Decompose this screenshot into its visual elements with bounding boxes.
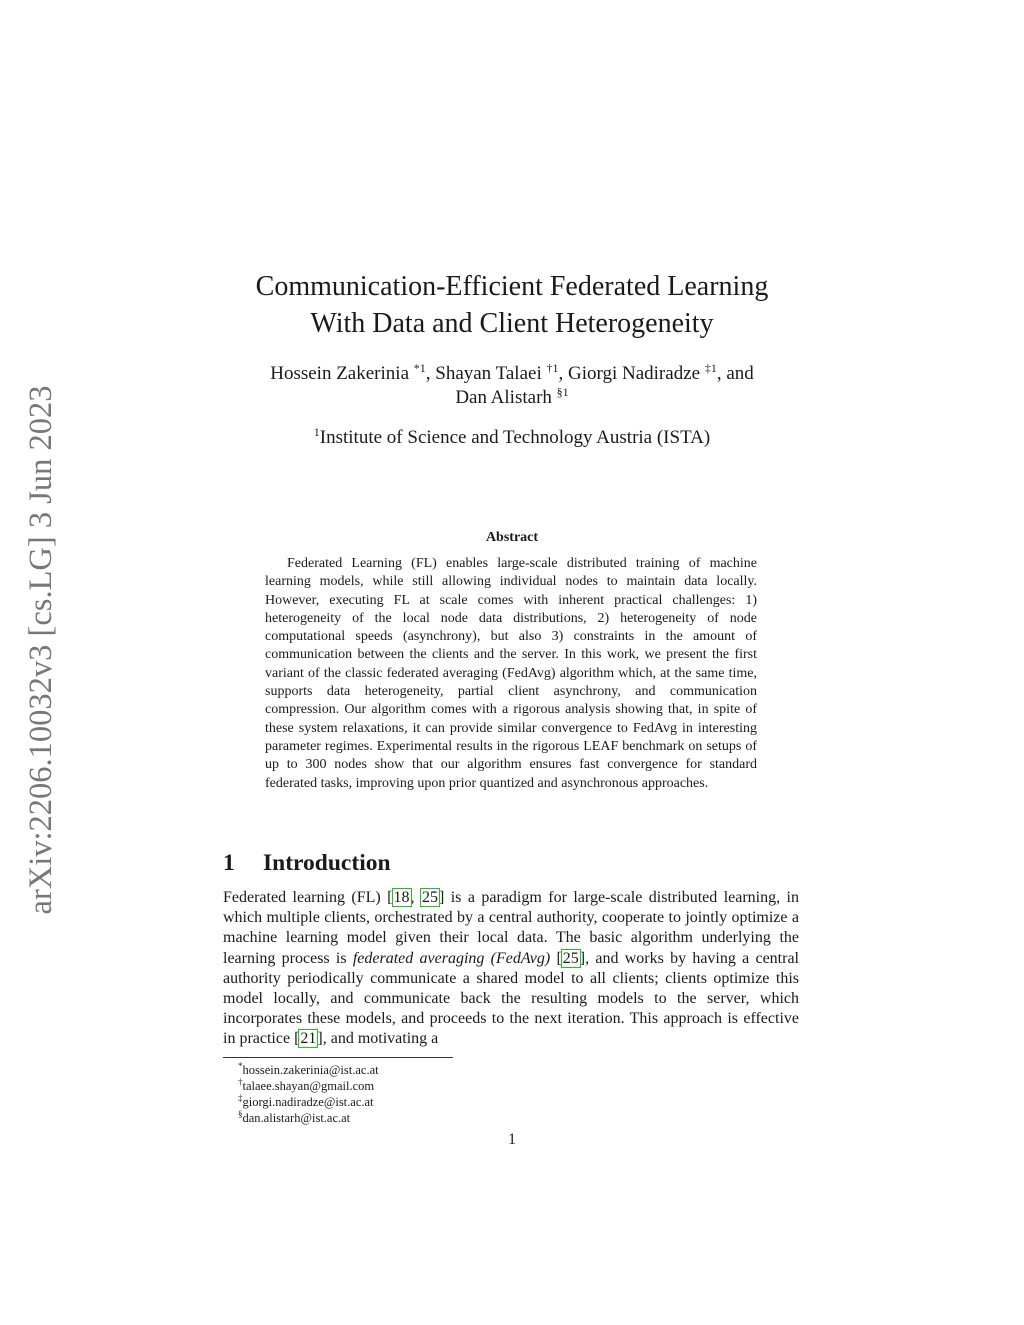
author-name: Giorgi Nadiradze [567,363,701,384]
intro-text: Federated learning (FL) [223,889,388,906]
footnote-email: talaee.shayan@gmail.com [242,1079,375,1093]
citation-group: [18, 25] [387,889,445,906]
footnote-mark: § [238,1109,243,1119]
author-name: Shayan Talaei [435,363,542,384]
footnote-divider [223,1057,453,1058]
abstract-heading: Abstract [485,530,539,545]
footnotes [238,1062,379,1126]
title-line-2: With Data and Client Heterogeneity [310,308,714,339]
footnote [238,1110,379,1126]
citation-link[interactable]: 18 [393,889,410,906]
footnote [238,1062,379,1078]
footnote-email: hossein.zakerinia@ist.ac.at [242,1063,379,1077]
footnote [238,1078,379,1094]
author-separator: , and [716,363,754,384]
author-mark: §1 [556,385,569,399]
intro-text: is a paradigm for large-scale distributed learning, in which multiple clients, orchestrated by a central authority, cooperate to jointly optimize a machine learning model given their local data. The basic algorithm underlying the learning process is [223,889,800,967]
page-number: 1 [508,1131,516,1148]
citation-link[interactable]: 21 [300,1030,317,1048]
affiliation-mark: 1 [313,425,320,439]
paper-title [200,268,824,342]
section-number: 1 [223,850,235,876]
intro-text: , and motivating a [322,1030,439,1048]
intro-paragraph [223,888,799,1050]
footnote-email: giorgi.nadiradze@ist.ac.at [242,1095,374,1109]
citation-link[interactable]: 25 [421,889,438,906]
intro-text: , and works by having a central authority periodically communicate a shared model to all clients; clients optimize this model locally, and communicate back the resulting models to the server, which incorporates these models, and proceeds to the next iteration. This approach is effective in practice [223,949,799,1048]
author-name: Dan Alistarh [455,387,552,408]
author-name: Hossein Zakerinia [270,363,409,384]
section-title: Introduction [263,850,391,876]
abstract-text: Federated Learning (FL) enables large-scale distributed training of machine learning models, while still allowing individual nodes to maintain data locally. However, executing FL at scale comes with inherent practical challenges: 1) heterogeneity of the local node data distributions, 2) heterogeneity of node computational speeds (asynchrony), but also 3) constraints in the amount of communication between the clients and the server. In this work, we present the first variant of the classic federated averaging (FedAvg) algorithm which, at the same time, supports data heterogeneity, partial client asynchrony, and communication compression. Our algorithm comes with a rigorous analysis showing that, in spite of these system relaxations, it can provide similar convergence to FedAvg in interesting parameter regimes. Experimental results in the rigorous LEAF benchmark on setups of up to 300 nodes show that our algorithm ensures fast convergence for standard federated tasks, improving upon prior quantized and asynchronous approaches. [265,556,757,791]
author-mark: †1 [546,361,559,375]
footnote-mark: ‡ [238,1093,243,1103]
title-line-1: Communication-Efficient Federated Learning [255,271,769,302]
author-mark: ‡1 [704,361,717,375]
citation-group: [21] [294,1030,323,1048]
author-list [200,362,824,410]
arxiv-identifier-stamp [18,370,64,930]
citation-separator: , [410,889,421,906]
citation-group: [25] [556,949,586,967]
author-separator: , [425,363,436,384]
section-heading [223,850,391,877]
affiliation-name: Institute of Science and Technology Austria (ISTA) [319,427,711,448]
footnote-mark: * [238,1061,243,1071]
author-mark: *1 [413,361,426,375]
footnote [238,1094,379,1110]
arxiv-identifier-text: arXiv:2206.10032v3 [cs.LG] 3 Jun 2023 [23,385,59,915]
citation-link[interactable]: 25 [562,949,579,967]
footnote-mark: † [238,1077,243,1087]
author-separator: , [558,363,568,384]
emphasized-term: federated averaging (FedAvg) [352,949,551,967]
footnote-email: dan.alistarh@ist.ac.at [242,1111,351,1125]
affiliation [200,426,824,450]
